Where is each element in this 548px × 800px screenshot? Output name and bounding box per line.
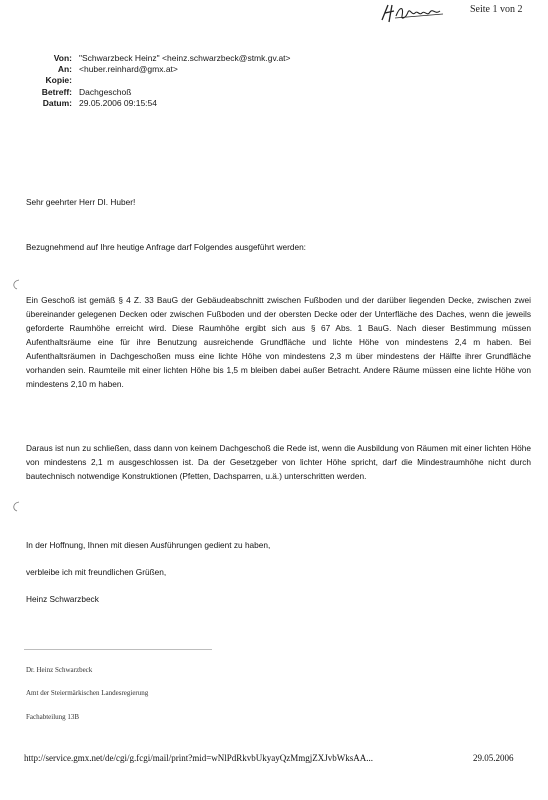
print-url: http://service.gmx.net/de/cgi/g.fcgi/mail/print?mid=wNlPdRkvbUkyayQzMmgjZXJvbWksAA...	[24, 753, 374, 763]
signature-name: Dr. Heinz Schwarzbeck	[26, 666, 93, 674]
email-header	[36, 53, 291, 109]
page-indicator: Seite 1 von 2	[470, 4, 523, 15]
cc-label: Kopie:	[45, 75, 72, 86]
to-value: <huber.reinhard@gmx.at>	[79, 64, 178, 75]
intro-line: Bezugnehmend auf Ihre heutige Anfrage darf Folgendes ausgeführt werden:	[26, 242, 306, 252]
signature-divider	[24, 649, 212, 650]
punch-hole-mark	[9, 500, 21, 512]
from-label: Von:	[53, 53, 72, 63]
header-subject-row	[36, 87, 291, 98]
sender-name: Heinz Schwarzbeck	[26, 594, 99, 604]
print-date: 29.05.2006	[473, 753, 514, 763]
subject-label: Betreff:	[41, 86, 72, 97]
signature-office: Amt der Steiermärkischen Landesregierung	[26, 689, 149, 697]
closing-regards: verbleibe ich mit freundlichen Grüßen,	[26, 567, 167, 577]
date-value: 29.05.2006 09:15:54	[79, 97, 157, 108]
header-to-row	[36, 64, 291, 75]
date-label: Datum:	[42, 97, 72, 108]
paragraph-conclusion: Daraus ist nun zu schließen, dass dann von keinem Dachgeschoß die Rede ist, wenn die Ausbildung von Räumen mit einer lichten Höhe von mindestens 2,1 m ausgeschlossen ist. Da der Gesetzgeber von lichter Höhe spricht, darf die Mindestraumhöhe nicht durch bautechnisch notwendige Konstruktionen (Pfetten, Dachsparren, u.ä.) unterschritten werden.	[26, 443, 531, 481]
closing-hope: In der Hoffnung, Ihnen mit diesen Ausführungen gedient zu haben,	[26, 540, 271, 550]
punch-hole-mark	[9, 278, 21, 290]
signature-department: Fachabteilung 13B	[26, 713, 80, 721]
header-cc-row	[36, 75, 291, 86]
paragraph-definition: Ein Geschoß ist gemäß § 4 Z. 33 BauG der Gebäudeabschnitt zwischen Fußboden und der darüber liegenden Decke, zwischen zwei übereinander gelegenen Decken oder zwischen Fußboden und der obersten Decke oder der Unterfläche des Daches, wenn die jeweils geforderte Raumhöhe erreicht wird. Diese Raumhöhe ergibt sich aus § 67 Abs. 1 BauG. Nach dieser Bestimmung müssen Aufenthaltsräume eine für ihre Benutzung ausreichende Grundfläche und lichte Höhe von mindestens 2,4 m haben. Bei Aufenthaltsräumen in Dachgeschoßen muss eine lichte Höhe von mindestens 2,3 m über mindestens der Hälfte ihrer Grundfläche vorhanden sein. Raumteile mit einer lichten Höhe bis 1,5 m bleiben dabei außer Betracht. Andere Räume müssen eine lichte Höhe von mindestens 2,10 m haben.	[26, 295, 531, 389]
header-from-row	[36, 53, 291, 64]
greeting: Sehr geehrter Herr DI. Huber!	[26, 197, 136, 207]
to-label: An:	[57, 64, 72, 75]
subject-value: Dachgeschoß	[79, 86, 132, 97]
header-date-row	[36, 98, 291, 109]
handwritten-signature	[378, 2, 448, 24]
from-value: "Schwarzbeck Heinz" <heinz.schwarzbeck@stmk.gv.at>	[79, 53, 291, 63]
